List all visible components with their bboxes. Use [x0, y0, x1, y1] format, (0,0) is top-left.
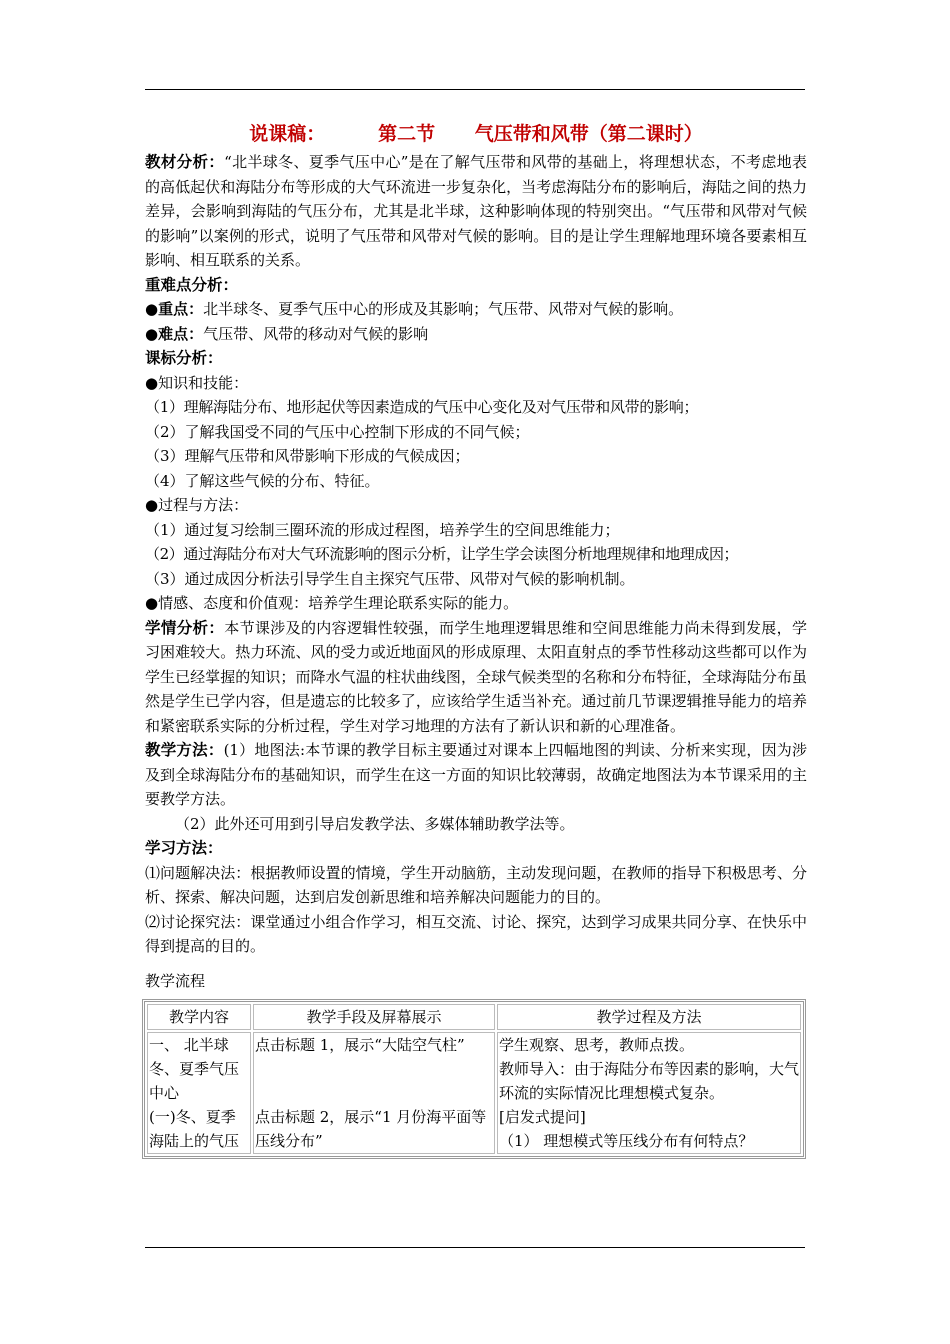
section-heading: 教材分析： [145, 153, 225, 171]
key-text: 北半球冬、夏季气压中心的形成及其影响；气压带、风带对气候的影响。 [203, 300, 684, 318]
footer-rule [145, 1247, 805, 1248]
key-point-line [145, 297, 807, 322]
teaching-method-2: （2）此外还可用到引导启发教学法、多媒体辅助教学法等。 [175, 814, 575, 833]
curriculum-line: ●过程与方法： [145, 496, 249, 514]
difficult-point-line [145, 322, 807, 347]
cell-line: 学生观察、思考，教师点拨。 [499, 1036, 695, 1054]
curriculum-line: （1）理解海陆分布、地形起伏等因素造成的气压中心变化及对气压带和风带的影响； [145, 398, 699, 416]
section-teaching-method [145, 738, 807, 812]
cell-line: [启发式提问] [499, 1108, 586, 1126]
section-text: 本节课涉及的内容逻辑性较强，而学生地理逻辑思维和空间思维能力尚未得到发展，学习困难较大。热力环流、风的受力或近地面风的形成原理、太阳直射点的季节性移动这些都可以作为学生已经掌握的知识；而降水气温的柱状曲线图，全球气候类型的名称和分布特征，全球海陆分布虽然是学生已学内容，但是遗忘的比较多了，应该给学生适当补充。通过前几节课逻辑推导能力的培养和紧密联系实际的分析过程，学生对学习地理的方法有了新认识和新的心理准备。 [145, 618, 807, 735]
table-cell-means [253, 1032, 495, 1154]
section-heading: 教学方法： [145, 741, 224, 759]
header-rule [145, 89, 805, 90]
cell-line: （1） 理想模式等压线分布有何特点？ [499, 1132, 754, 1150]
learning-method-1: ⑴问题解决法：根据教师设置的情境，学生开动脑筋，主动发现问题，在教师的指导下积极思考、分析、探索、解决问题，达到启发创新思维和培养解决问题能力的目的。 [145, 863, 807, 906]
page-title: 说课稿： 第二节 气压带和风带（第二课时） [249, 123, 703, 145]
curriculum-line: ●情感、态度和价值观：培养学生理论联系实际的能力。 [145, 594, 519, 612]
curriculum-line: （2）通过海陆分布对大气环流影响的图示分析，让学生学会读图分析地理规律和地理成因； [145, 545, 739, 563]
flow-label: 教学流程 [145, 971, 206, 990]
curriculum-line: ●知识和技能： [145, 373, 249, 392]
curriculum-line: （4）了解这些气候的分布、特征。 [145, 471, 380, 490]
column-header: 教学过程及方法 [497, 1004, 801, 1030]
section-student-analysis [145, 616, 807, 739]
section-heading-key-points: 重难点分析： [145, 275, 239, 294]
section-heading-curriculum: 课标分析： [145, 349, 223, 367]
column-header: 教学内容 [147, 1004, 251, 1030]
learning-method-2: ⑵讨论探究法：课堂通过小组合作学习，相互交流、讨论、探究，达到学习成果共同分享、在快乐中得到提高的目的。 [145, 912, 807, 955]
cell-line: 教师导入：由于海陆分布等因素的影响，大气环流的实际情况比理想模式复杂。 [499, 1060, 800, 1102]
section-text: (1）地图法:本节课的教学目标主要通过对课本上四幅地图的判读、分析来实现，因为涉及到全球海陆分布的基础知识，而学生在这一方面的知识比较薄弱，故确定地图法为本节课采用的主要教学方法。 [145, 741, 807, 808]
curriculum-line: （3）理解气压带和风带影响下形成的气候成因； [145, 447, 470, 465]
section-text: “北半球冬、夏季气压中心”是在了解气压带和风带的基础上，将理想状态，不考虑地表的高低起伏和海陆分布等形成的大气环流进一步复杂化，当考虑海陆分布的影响后，海陆之间的热力差异，会影响到海陆的气压分布，尤其是北半球，这种影响体现的特别突出。“气压带和风带对气候的影响”以案例的形式，说明了气压带和风带对气候的影响。目的是让学生理解地理环境各要素相互影响、相互联系的关系。 [145, 153, 807, 269]
teaching-flow-table [142, 999, 806, 1159]
difficult-label: ●难点： [145, 324, 204, 343]
cell-line: 一、 北半球冬、夏季气压中心 [149, 1036, 240, 1102]
curriculum-line: （1）通过复习绘制三圈环流的形成过程图，培养学生的空间思维能力； [145, 520, 620, 539]
curriculum-line: （2）了解我国受不同的气压中心控制下形成的不同气候； [145, 422, 530, 441]
section-textbook-analysis [145, 150, 807, 273]
table-row [147, 1032, 801, 1154]
table-header-row [147, 1004, 801, 1030]
cell-line: 点击标题 2，展示“1 月份海平面等压线分布” [255, 1108, 487, 1150]
key-label: ●重点： [145, 300, 204, 318]
curriculum-line: （3）通过成因分析法引导学生自主探究气压带、风带对气候的影响机制。 [145, 569, 635, 588]
table-cell-process [497, 1032, 801, 1154]
cell-line: (一)冬、夏季海陆上的气压 [149, 1108, 240, 1150]
section-heading-learning-method: 学习方法： [145, 839, 223, 857]
difficult-text: 气压带、风带的移动对气候的影响 [203, 324, 429, 343]
table-cell-content [147, 1032, 251, 1154]
column-header: 教学手段及屏幕展示 [253, 1004, 495, 1030]
cell-line: 点击标题 1，展示“大陆空气柱” [255, 1036, 465, 1054]
document-body [145, 120, 807, 1159]
section-heading: 学情分析： [145, 618, 225, 637]
